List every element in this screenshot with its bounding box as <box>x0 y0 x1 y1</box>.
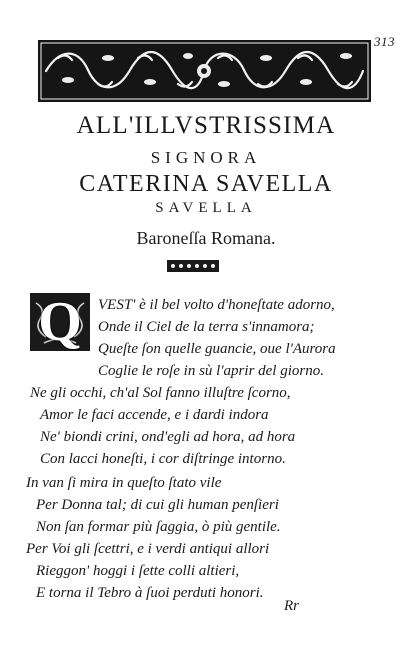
title-line-2: SIGNORA <box>150 148 262 167</box>
verse-line: Ne gli occhi, ch'al Sol fanno illuſtre ſcorno, <box>30 385 291 401</box>
verse-line: Rieggon' hoggi i ſette colli altieri, <box>36 563 240 579</box>
title-line-1: ALL'ILLVSTRISSIMA <box>76 112 336 139</box>
verse-line: Con lacci honeſti, i cor diſtringe intorno. <box>40 451 286 467</box>
verse-line: Per Donna tal; di cui gli human penſieri <box>36 497 279 513</box>
title-line-4: SAVELLA <box>155 200 257 216</box>
verse-line: Ne' biondi crini, ond'egli ad hora, ad hora <box>40 429 296 445</box>
verse-line: In van ſi mira in queſto ſtato vile <box>26 475 222 491</box>
title-line-3: CATERINA SAVELLA <box>79 171 333 197</box>
decorative-headpiece <box>38 40 371 102</box>
verse-line: Per Voi gli ſcettri, e i verdi antiqui allori <box>26 541 270 557</box>
catchword: Rr <box>284 598 299 614</box>
initial-letter: Q <box>38 291 82 353</box>
subtitle: Baroneſſa Romana. <box>136 228 276 248</box>
page-number: 313 <box>374 34 395 49</box>
verse-line: E torna il Tebro à ſuoi perduti honori. <box>36 585 264 601</box>
verse-line: Amor le faci accende, e i dardi indora <box>40 407 269 423</box>
decorated-initial <box>30 293 90 351</box>
verse-line: Onde il Ciel de la terra s'innamora; <box>98 319 315 335</box>
verse-line: VEST' è il bel volto d'honeſtate adorno, <box>98 297 335 313</box>
verse-line: Non ſan formar più ſaggia, ò più gentile. <box>36 519 281 535</box>
verse-line: Queſte ſon quelle guancie, oue l'Aurora <box>98 341 336 357</box>
ornament-divider-icon <box>167 260 219 272</box>
verse-line: Coglie le roſe in sù l'aprir del giorno. <box>98 363 324 379</box>
